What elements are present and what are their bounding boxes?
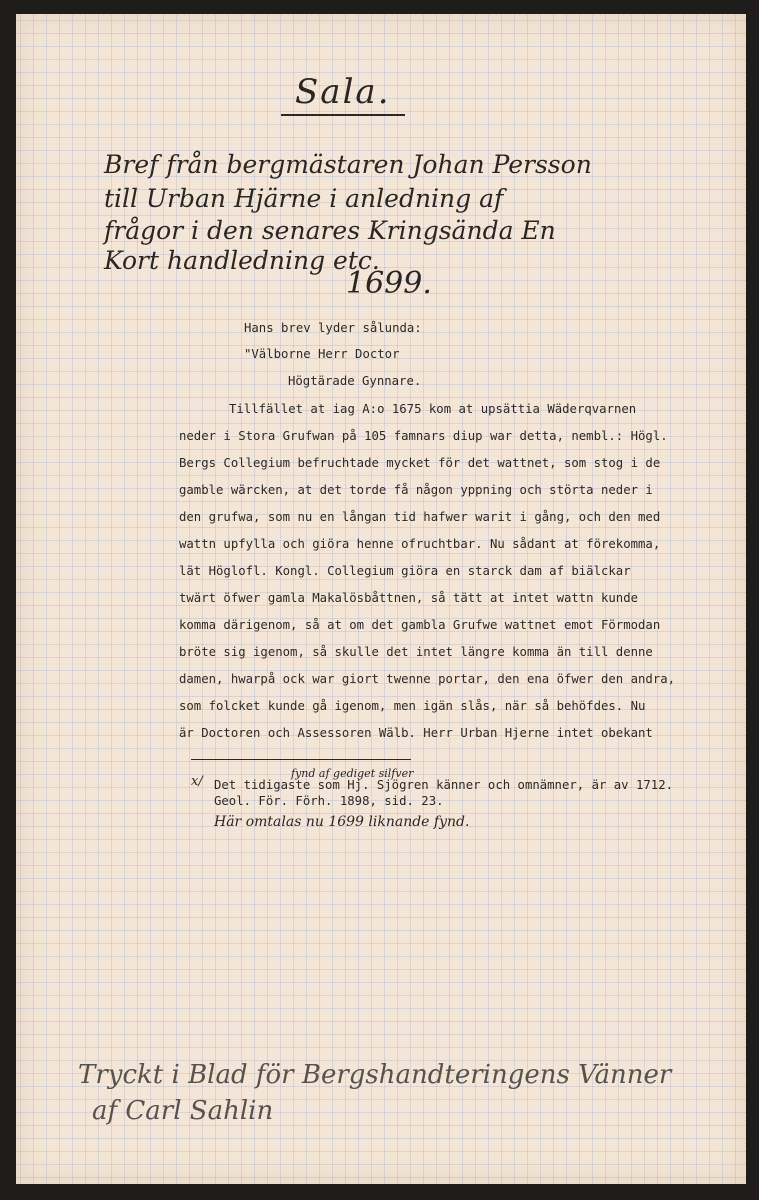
body-line: Tillfället at iag A:o 1675 kom at upsättia Wäderqvarnen bbox=[229, 402, 637, 416]
heading-line-1: Bref från bergmästaren Johan Persson bbox=[104, 150, 592, 179]
intro-line: Hans brev lyder sålunda: bbox=[244, 321, 422, 335]
salutation: "Välborne Herr Doctor bbox=[244, 347, 400, 361]
body-line: den grufwa, som nu en långan tid hafwer warit i gång, och den med bbox=[179, 510, 661, 524]
heading-year: 1699. bbox=[346, 266, 432, 301]
salutation-2: Högtärade Gynnare. bbox=[288, 374, 422, 388]
body-line: bröte sig igenom, så skulle det intet längre komma än till denne bbox=[179, 645, 653, 659]
body-line: wattn upfylla och giöra henne ofruchtbar. Nu sådant at förekomma, bbox=[179, 537, 661, 551]
page-title: Sala. bbox=[281, 72, 405, 116]
footnote-rule bbox=[191, 759, 411, 760]
body-line: damen, hwarpå ock war giort twenne portar, den ena öfwer den andra, bbox=[179, 672, 676, 686]
body-line: som folcket kunde gå igenom, men igän slås, när så behöfdes. Nu bbox=[179, 699, 646, 713]
footnote-line-1: Det tidigaste som Hj. Sjögren känner och omnämner, är av 1712. bbox=[214, 778, 674, 792]
body-line: komma därigenom, så at om det gambla Grufwe wattnet emot Förmodan bbox=[179, 618, 661, 632]
heading-line-4: Kort handledning etc. bbox=[104, 246, 380, 275]
footnote-line-2: Geol. För. Förh. 1898, sid. 23. bbox=[214, 794, 444, 808]
body-line: Bergs Collegium befruchtade mycket för det wattnet, som stog i de bbox=[179, 456, 661, 470]
footnote-insertion: fynd af gediget silfver bbox=[291, 767, 414, 780]
footnote-marker: x/ bbox=[191, 774, 203, 789]
heading-line-2: till Urban Hjärne i anledning af bbox=[104, 184, 504, 213]
body-line: lät Höglofl. Kongl. Collegium giöra en starck dam af biälckar bbox=[179, 564, 631, 578]
footnote-line-3: Här omtalas nu 1699 liknande fynd. bbox=[214, 814, 470, 830]
heading-line-3: frågor i den senares Kringsända En bbox=[104, 216, 556, 245]
body-line: är Doctoren och Assessoren Wälb. Herr Urban Hjerne intet obekant bbox=[179, 726, 653, 740]
body-line: neder i Stora Grufwan på 105 famnars diup war detta, nembl.: Högl. bbox=[179, 429, 668, 443]
body-line: gamble wärcken, at det torde få någon yppning och störta neder i bbox=[179, 483, 653, 497]
body-line: twärt öfwer gamla Makalösbåttnen, så tätt at intet wattn kunde bbox=[179, 591, 639, 605]
document-page bbox=[16, 14, 746, 1184]
pencil-note-line-2: af Carl Sahlin bbox=[92, 1096, 274, 1126]
pencil-note-line-1: Tryckt i Blad för Bergshandteringens Vänner bbox=[78, 1060, 672, 1090]
